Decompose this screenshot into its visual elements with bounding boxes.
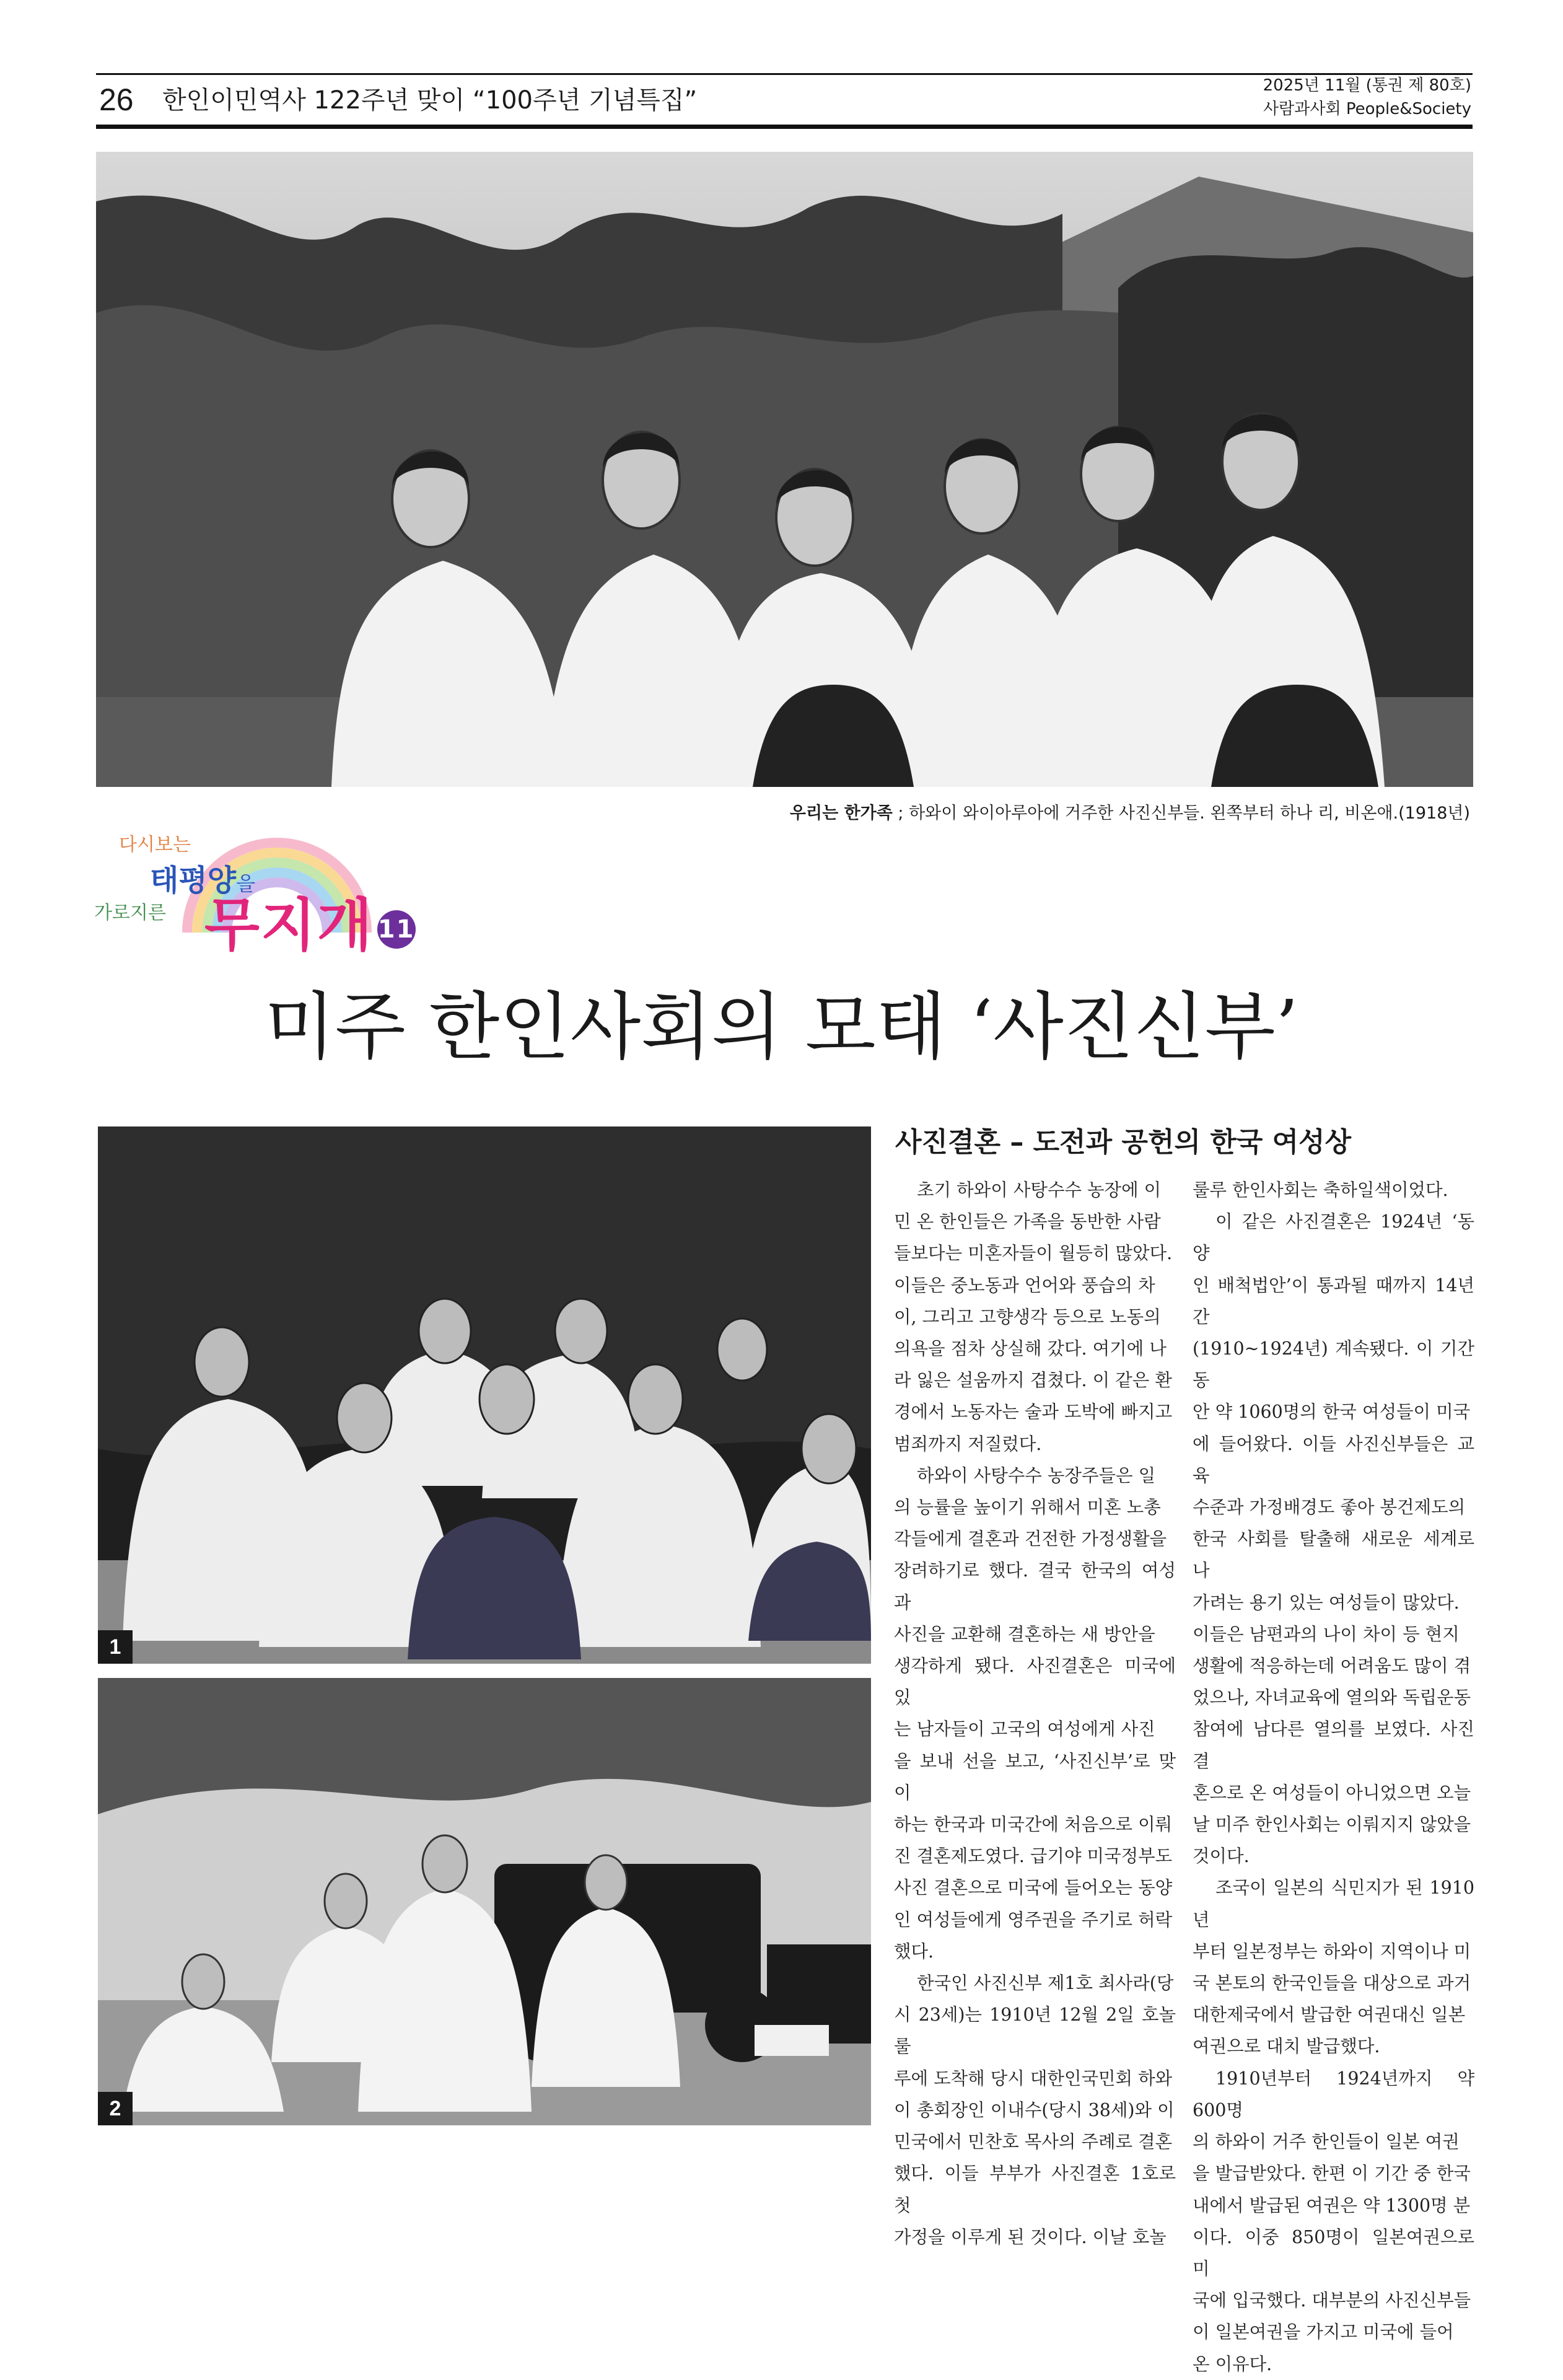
page-number: 26	[99, 82, 134, 117]
top-photo-caption	[790, 801, 1470, 826]
paragraph: 하와이 사탕수수 농장주들은 일 의 능률을 높이기 위해서 미혼 노총 각들에게 결혼과 건전한 가정생활을 장려하기로 했다. 결국 한국의 여성과 사진을 교환해 결혼하는 새 방안을 생각하게 됐다. 사진결혼은 미국에 있 는 남자들이 고국의 여성에게 사진 을 보내 선을 보고, ‘사진신부’로 맞이 하는 한국과 미국간에 처음으로 이뤄 진 결혼제도였다. 급기야 미국정부도 사진 결혼으로 미국에 들어오는 동양 인 여성들에게 영주권을 주기로 허락 했다.	[894, 1465, 1176, 1962]
paragraph: 초기 하와이 사탕수수 농장에 이 민 온 한인들은 가족을 동반한 사람 들보다는 미혼자들이 월등히 많았다. 이들은 중노동과 언어와 풍습의 차 이, 그리고 고향생각 등으로 노동의 의욕을 점차 상실해 갔다. 여기에 나 라 잃은 설움까지 겹쳤다. 이 같은 환 경에서 노동자는 술과 도박에 빠지고 범죄까지 저질렀다.	[894, 1180, 1173, 1454]
top-photo	[96, 152, 1473, 787]
paragraph: 조국이 일본의 식민지가 된 1910년 부터 일본정부는 하와이 지역이나 미 국 본토의 한국인들을 대상으로 과거 대한제국에서 발급한 여권대신 일본 여권으로 대치 발급했다.	[1193, 1877, 1474, 2057]
paragraph: 1910년부터 1924년까지 약 600명 의 하와이 거주 한인들이 일본 여권 을 발급받았다. 한편 이 기간 중 한국 내에서 발급된 여권은 약 1300명 분 이다. 이중 850명이 일본여권으로 미 국에 입국했다. 대부분의 사진신부들 이 일본여권을 가지고 미국에 들어 온 이유다.	[1193, 2068, 1474, 2374]
series-logo	[94, 824, 416, 967]
logo-line-3: 가로지른	[94, 902, 166, 924]
logo-main-word: 무지개	[204, 892, 374, 959]
caption-bold: 우리는 한가족	[789, 804, 893, 823]
photo-1-number-badge: 1	[98, 1630, 133, 1664]
logo-line-2-main: 태평양	[150, 863, 237, 898]
logo-line-2-suffix: 을	[236, 872, 256, 895]
article-column-2	[1193, 1174, 1474, 2380]
logo-line-4	[204, 880, 416, 962]
publication-name: 사람과사회 People&Society	[1263, 100, 1471, 118]
article-title: 미주 한인사회의 모태 ‘사진신부’	[264, 984, 1299, 1069]
issue-info: 2025년 11월 (통권 제 80호)	[1263, 76, 1471, 95]
logo-number-badge: 11	[377, 910, 416, 949]
photo-1	[98, 1126, 871, 1664]
photo-2-number-badge: 2	[98, 2092, 133, 2125]
header-rule-bottom	[96, 125, 1473, 129]
paragraph: 한국인 사진신부 제1호 최사라(당 시 23세)는 1910년 12월 2일 호놀룰 루에 도착해 당시 대한인국민회 하와 이 총회장인 이내수(당시 38세)와 이 민국에서 민찬호 목사의 주례로 결혼 했다. 이들 부부가 사진결혼 1호로 첫 가정을 이루게 된 것이다. 이날 호놀	[894, 1973, 1176, 2247]
paragraph: 룰루 한인사회는 축하일색이었다.	[1193, 1180, 1448, 1200]
photo-2	[98, 1678, 871, 2125]
header-title: 한인이민역사 122주년 맞이 “100주년 기념특집”	[162, 86, 698, 115]
section-subheading: 사진결혼 – 도전과 공헌의 한국 여성상	[895, 1126, 1352, 1158]
article-column-1	[894, 1174, 1176, 2253]
paragraph: 이 같은 사진결혼은 1924년 ‘동양 인 배척법안’이 통과될 때까지 14년간 (1910~1924년) 계속됐다. 이 기간 동 안 약 1060명의 한국 여성들이 미국 에 들어왔다. 이들 사진신부들은 교육 수준과 가정배경도 좋아 봉건제도의 한국 사회를 탈출해 새로운 세계로 나 가려는 용기 있는 여성들이 많았다. 이들은 남편과의 나이 차이 등 현지 생활에 적응하는데 어려움도 많이 겪 었으나, 자녀교육에 열의와 독립운동 참여에 남다른 열의를 보였다. 사진결 혼으로 온 여성들이 아니었으면 오늘 날 미주 한인사회는 이뤄지지 않았을 것이다.	[1193, 1211, 1474, 1867]
logo-line-1: 다시보는	[119, 834, 191, 856]
caption-text: ; 하와이 와이아루아에 거주한 사진신부들. 왼쪽부터 하나 리, 비온애.(1918년)	[892, 804, 1470, 823]
